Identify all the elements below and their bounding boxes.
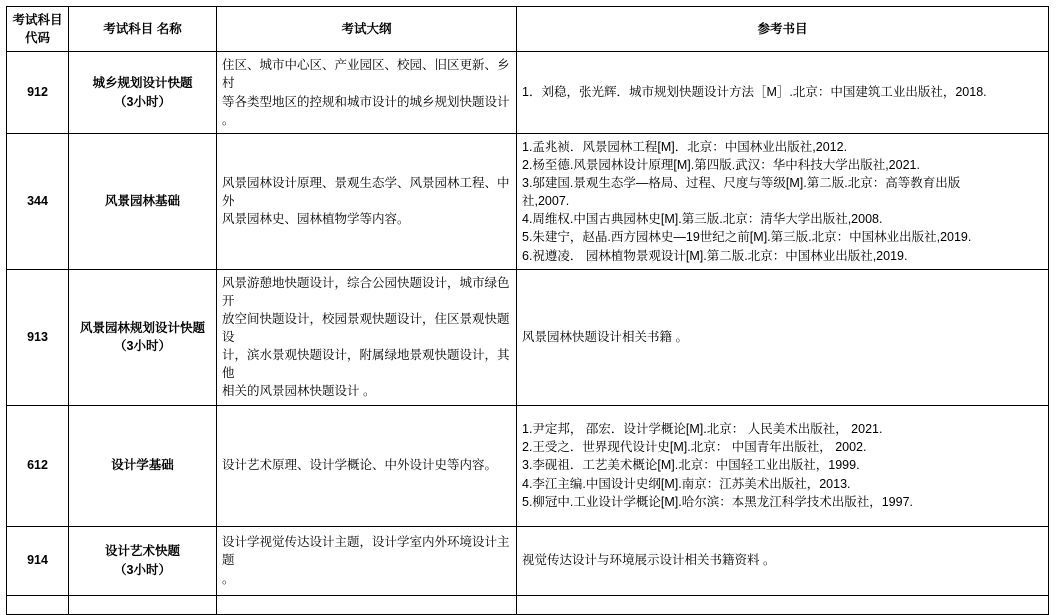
cell-exam-outline <box>217 269 517 405</box>
books-lines <box>522 328 1043 346</box>
cell-subject-name <box>69 52 217 134</box>
book-line: 视觉传达设计与环境展示设计相关书籍资料 。 <box>522 553 776 568</box>
outline-line: 风景园林设计原理、景观生态学、风景园林工程、中外 <box>222 176 510 209</box>
header-subject-code-line1: 考试科目 <box>12 13 63 27</box>
header-exam-outline <box>217 7 517 52</box>
outline-line: 住区、城市中心区、产业园区、校园、旧区更新、乡村 <box>222 58 510 91</box>
table-header <box>7 7 1049 52</box>
cell-exam-outline <box>217 595 517 614</box>
outline-line: 设计艺术原理、设计学概论、中外设计史等内容。 <box>222 458 498 473</box>
subject-name-line2: （3小时） <box>114 94 171 109</box>
book-line: 1.尹定邦， 邵宏．设计学概论[M].北京： 人民美术出版社， 2021. <box>522 422 883 437</box>
cell-reference-books <box>517 595 1049 614</box>
table-row <box>7 52 1049 134</box>
outline-lines <box>222 56 511 129</box>
header-reference-books-line1: 参考书目 <box>757 22 808 37</box>
cell-exam-outline <box>217 526 517 595</box>
outline-lines <box>222 533 511 587</box>
books-lines <box>522 420 1043 511</box>
outline-lines <box>222 456 511 474</box>
header-subject-name-line1: 考试科目 <box>103 22 154 37</box>
header-subject-code <box>7 7 69 52</box>
book-line: 4.李江主编.中国设计史纲[M].南京：江苏美术出版社，2013. <box>522 476 851 491</box>
subject-name-line1: 城乡规划设计快题 <box>92 76 193 91</box>
book-line: 1.孟兆祯．风景园林工程[M]．北京：中国林业出版社,2012. <box>522 139 848 154</box>
header-row <box>7 7 1049 52</box>
books-lines <box>522 551 1043 569</box>
book-line: 3.李砚祖．工艺美术概论[M].北京：中国轻工业出版社，1999. <box>522 458 860 473</box>
table-row-partial <box>7 595 1049 614</box>
table-row <box>7 133 1049 269</box>
outline-line: 放空间快题设计，校园景观快题设计，住区景观快题设 <box>222 311 510 344</box>
cell-subject-code: 914 <box>7 526 69 595</box>
cell-subject-code <box>7 595 69 614</box>
book-line: 4.周维权.中国古典园林史[M].第三版.北京：清华大学出版社,2008. <box>522 212 883 227</box>
books-lines <box>522 83 1043 101</box>
book-line: 3.邬建国.景观生态学—格局、过程、尺度与等级[M].第二版.北京：高等教育出版 <box>522 176 961 190</box>
outline-lines <box>222 274 511 401</box>
book-line: 5.朱建宁，赵晶.西方园林史—19世纪之前[M].第三版.北京：中国林业出版社,2019. <box>522 230 972 245</box>
outline-line: 计，滨水景观快题设计，附属绿地景观快题设计，其他 <box>222 348 510 381</box>
cell-subject-code: 344 <box>7 133 69 269</box>
subject-name-line1: 设计学基础 <box>111 458 174 473</box>
outline-line: 。 <box>222 571 235 586</box>
table-row <box>7 269 1049 405</box>
table-row <box>7 526 1049 595</box>
table-row <box>7 405 1049 526</box>
cell-reference-books <box>517 133 1049 269</box>
cell-subject-name <box>69 595 217 614</box>
book-line: 2.杨至德.风景园林设计原理[M].第四版.武汉：华中科技大学出版社,2021. <box>522 157 920 172</box>
cell-subject-code: 612 <box>7 405 69 526</box>
cell-exam-outline <box>217 52 517 134</box>
subject-name-line2: （3小时） <box>114 562 171 577</box>
cell-reference-books <box>517 269 1049 405</box>
cell-subject-name <box>69 269 217 405</box>
book-line: 1．刘稳，张光辉．城市规划快题设计方法［M］.北京：中国建筑工业出版社，2018. <box>522 85 987 100</box>
cell-exam-outline <box>217 405 517 526</box>
outline-lines <box>222 174 511 228</box>
outline-line: 等各类型地区的控规和城市设计的城乡规划快题设计 。 <box>222 94 510 127</box>
book-line: 5.柳冠中.工业设计学概论[M].哈尔滨：本黑龙江科学技术出版社，1997. <box>522 494 914 509</box>
book-line: 社,2007. <box>522 194 570 209</box>
book-line: 风景园林快题设计相关书籍 。 <box>522 330 688 344</box>
book-line: 6.祝遵凌． 园林植物景观设计[M].第二版.北京：中国林业出版社,2019. <box>522 248 908 263</box>
books-lines <box>522 138 1043 265</box>
cell-reference-books <box>517 405 1049 526</box>
outline-line: 设计学视觉传达设计主题，设计学室内外环境设计主题 <box>222 535 510 568</box>
subject-name-line1: 风景园林基础 <box>104 194 180 209</box>
cell-subject-name <box>69 526 217 595</box>
subject-name-line2: （3小时） <box>114 339 171 354</box>
document-sheet <box>6 6 1048 615</box>
cell-subject-code: 912 <box>7 52 69 134</box>
table-body <box>7 52 1049 614</box>
outline-line: 风景游憩地快题设计，综合公园快题设计，城市绿色开 <box>222 275 510 308</box>
subject-name-line1: 风景园林规划设计快题 <box>79 320 205 335</box>
cell-reference-books <box>517 526 1049 595</box>
header-reference-books <box>517 7 1049 52</box>
cell-subject-name <box>69 405 217 526</box>
cell-subject-code: 913 <box>7 269 69 405</box>
header-exam-outline-line1: 考试大纲 <box>341 22 392 37</box>
cell-reference-books <box>517 52 1049 134</box>
exam-subjects-table <box>6 6 1049 615</box>
header-subject-name <box>69 7 217 52</box>
outline-line: 相关的风景园林快题设计 。 <box>222 384 376 399</box>
header-subject-name-line2: 名称 <box>156 22 182 37</box>
cell-exam-outline <box>217 133 517 269</box>
outline-line: 风景园林史、园林植物学等内容。 <box>222 212 410 227</box>
subject-name-line1: 设计艺术快题 <box>104 544 180 559</box>
cell-subject-name <box>69 133 217 269</box>
book-line: 2.王受之．世界现代设计史[M].北京： 中国青年出版社， 2002. <box>522 440 867 455</box>
header-subject-code-line2: 代码 <box>24 31 50 46</box>
